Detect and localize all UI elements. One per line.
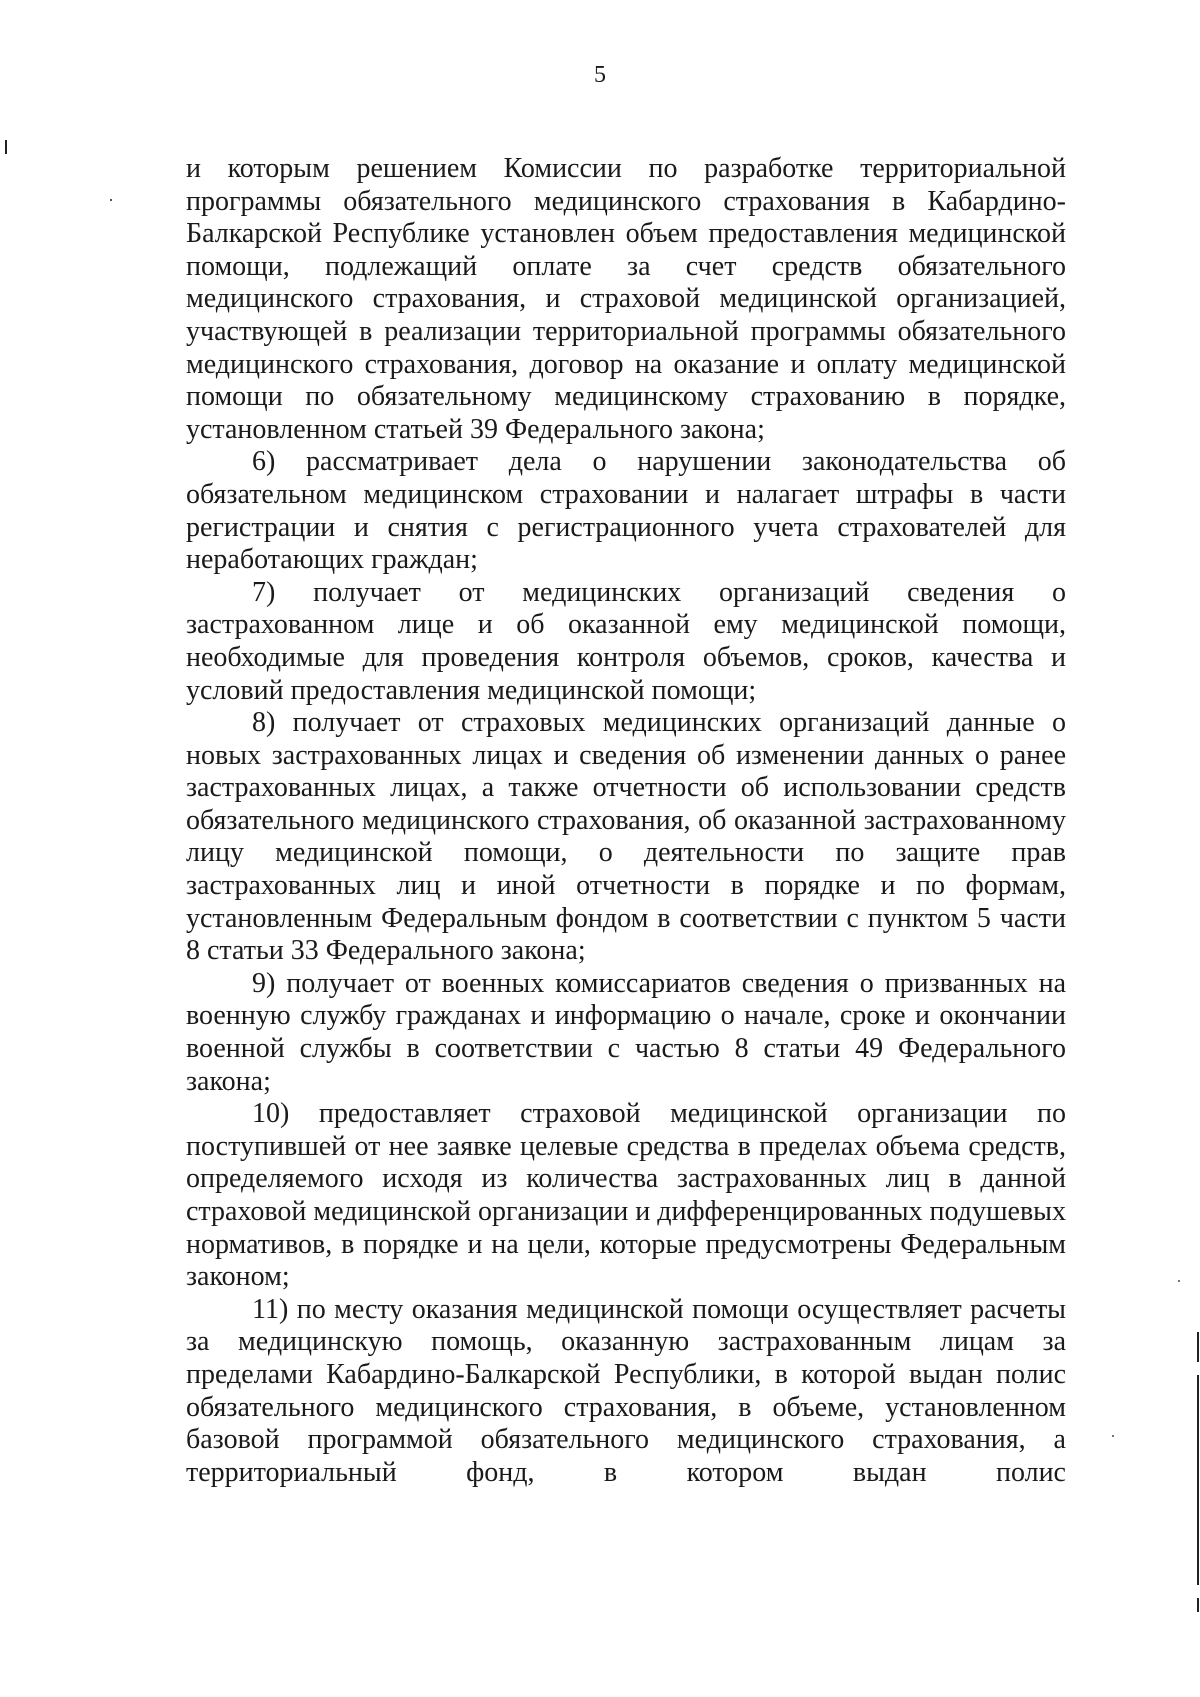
paragraph-continuation: и которым решением Комиссии по разработке территориальной программы обязательного медицинского страхования в Кабардино-Балкарской Республике установлен объем предоставления медицинской помощи, подлежащий оплате за счет средств обязательного медицинского страхования, и страховой медицинской организацией, участвующей в реализации территориальной программы обязательного медицинского страхования, договор на оказание и оплату медицинской помощи по обязательному медицинскому страхованию в порядке, установленном статьей 39 Федерального закона; <box>186 153 1066 445</box>
scan-speck <box>110 199 112 201</box>
scan-speck <box>1112 1435 1114 1437</box>
paragraph-item-7: 7) получает от медицинских организаций сведения о застрахованном лице и об оказанной ему медицинской помощи, необходимые для проведения контроля объемов, сроков, качества и условий предоставления медицинской помощи; <box>186 576 1066 706</box>
scan-edge-mark <box>1197 1598 1199 1612</box>
paragraph-item-6: 6) рассматривает дела о нарушении законодательства об обязательном медицинском страховании и налагает штрафы в части регистрации и снятия с регистрационного учета страхователей для неработающих граждан; <box>186 446 1066 576</box>
page-number: 5 <box>594 62 606 88</box>
paragraph-item-11: 11) по месту оказания медицинской помощи осуществляет расчеты за медицинскую помощь, оказанную застрахованным лицам за пределами Кабардино-Балкарской Республики, в которой выдан полис обязательного медицинского страхования, в объеме, установленном базовой программой обязательного медицинского страхования, а территориальный фонд, в котором выдан полис <box>186 1293 1066 1488</box>
scan-speck <box>1178 1280 1180 1282</box>
scan-edge-mark <box>1197 1375 1199 1585</box>
paragraph-item-8: 8) получает от страховых медицинских организаций данные о новых застрахованных лицах и сведения об изменении данных о ранее застрахованных лицах, а также отчетности об использовании средств обязательного медицинского страхования, об оказанной застрахованному лицу медицинской помощи, о деятельности по защите прав застрахованных лиц и иной отчетности в порядке и по формам, установленным Федеральным фондом в соответствии с пунктом 5 части 8 статьи 33 Федерального закона; <box>186 707 1066 967</box>
paragraph-item-9: 9) получает от военных комиссариатов сведения о призванных на военную службу гражданах и информацию о начале, сроке и окончании военной службы в соответствии с частью 8 статьи 49 Федерального закона; <box>186 967 1066 1097</box>
scan-mark <box>5 140 7 154</box>
scan-edge-mark <box>1197 1332 1199 1362</box>
paragraph-item-10: 10) предоставляет страховой медицинской организации по поступившей от нее заявке целевые средства в пределах объема средств, определяемого исходя из количества застрахованных лиц в данной страховой медицинской организации и дифференцированных подушевых нормативов, в порядке и на цели, которые предусмотрены Федеральным законом; <box>186 1098 1066 1293</box>
document-body <box>186 153 1066 1489</box>
